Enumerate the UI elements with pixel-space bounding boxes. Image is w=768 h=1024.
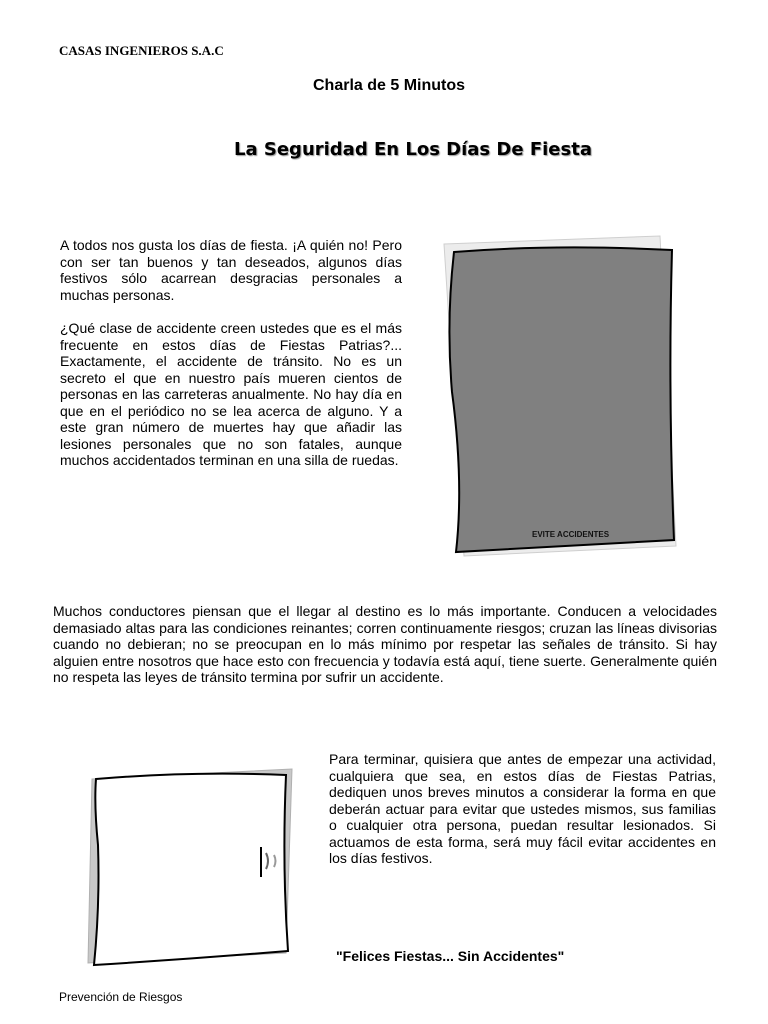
blank-poster-image [80, 765, 300, 975]
safety-poster-image [424, 232, 680, 562]
intro-paragraph: A todos nos gusta los días de fiesta. ¡A quién no! Pero con ser tan buenos y tan deseados, algunos días festivos sólo acarrean desgracias personales a muchas personas. [60, 237, 402, 303]
talk-subtitle: Charla de 5 Minutos [312, 77, 466, 94]
poster-label: EVITE ACCIDENTES [532, 530, 610, 539]
poster-sheet [449, 247, 674, 552]
question-paragraph: ¿Qué clase de accidente creen ustedes que es el más frecuente en estos días de Fiestas Patrias?... Exactamente, el accidente de tránsito. No es un secreto el que en nuestro país mueren cientos de personas en las carreteras anualmente. No hay día en que en el periódico no se lea acerca de alguno. Y a este gran número de muertes hay que añadir las lesiones personales que no son fatales, aunque muchos accidentados terminan en una silla de ruedas. [60, 320, 402, 468]
footer-text: Prevención de Riesgos [59, 990, 183, 1004]
company-name: CASAS INGENIEROS S.A.C [59, 43, 224, 58]
closing-quote: "Felices Fiestas... Sin Accidentes" [336, 948, 565, 964]
poster-sheet [94, 774, 288, 965]
page-title: La Seguridad En Los Días De Fiesta [234, 139, 592, 160]
drivers-paragraph: Muchos conductores piensan que el llegar al destino es lo más importante. Conducen a velocidades demasiado altas para las condiciones reinantes; corren continuamente riesgos; cruzan las líneas divisorias cuando no debieran; no se preocupan en lo más mínimo por respetar las señales de tránsito. Si hay alguien entre nosotros que hace esto con frecuencia y todavía está aquí, tiene suerte. Generalmente quién no respeta las leyes de tránsito termina por sufrir un accidente. [53, 603, 717, 685]
closing-paragraph: Para terminar, quisiera que antes de empezar una actividad, cualquiera que sea, en estos días de Fiestas Patrias, dediquen unos breves minutos a considerar la forma en que deberán actuar para evitar que ustedes mismos, sus familias o cualquier otra persona, puedan resultar lesionados. Si actuamos de esta forma, será muy fácil evitar accidentes en los días festivos. [329, 751, 716, 866]
